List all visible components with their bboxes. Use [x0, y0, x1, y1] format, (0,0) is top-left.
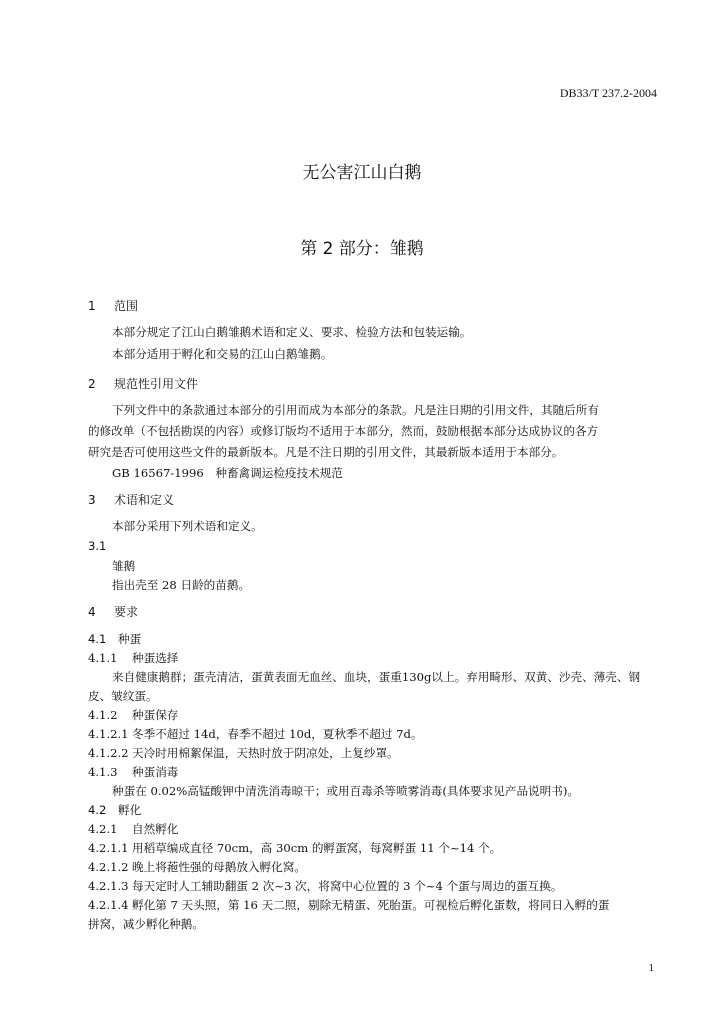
- standard-code: DB33/T 237.2-2004: [559, 86, 657, 100]
- clause-number: 4.2.1.1: [88, 841, 129, 855]
- paragraph: 种蛋在 0.02%高锰酸钾中清洗消毒晾干；或用百毒杀等喷雾消毒(具体要求见产品说明书)。: [112, 784, 579, 798]
- clause-4-2: [88, 802, 141, 818]
- clause-number: 4.1.2: [88, 708, 118, 722]
- clause-title: 孵化: [118, 803, 142, 817]
- paragraph-line: 拼窝，减少孵化种鹅。: [88, 917, 204, 931]
- clause-4-1-2-2: [88, 745, 399, 761]
- clause-number: 4.2.1.4: [88, 898, 129, 912]
- section-title: 要求: [114, 605, 139, 619]
- clause-title: 种蛋保存: [132, 708, 179, 722]
- paragraph: 本部分规定了江山白鹅雏鹅术语和定义、要求、检验方法和包装运输。: [112, 325, 472, 339]
- clause-number: 4.2: [88, 803, 107, 817]
- clause-number: 4.2.1.3: [88, 879, 129, 893]
- clause-number: 4.2.1.2: [88, 860, 129, 874]
- clause-number: 4.2.1: [88, 822, 118, 836]
- section-title: 范围: [114, 299, 139, 313]
- clause-4-1-3: [88, 764, 178, 780]
- paragraph-line: 研究是否可使用这些文件的最新版本。凡是不注日期的引用文件，其最新版本适用于本部分。: [88, 445, 564, 459]
- clause-title: 种蛋选择: [132, 651, 179, 665]
- document-subtitle: 第 2 部分：雏鹅: [300, 239, 424, 259]
- clause-4-1-2-1: [88, 726, 423, 742]
- section-number: 3: [88, 493, 96, 507]
- clause-4-2-1-4: [88, 897, 609, 913]
- section-number: 2: [88, 377, 96, 391]
- clause-text: 冬季不超过 14d，春季不超过 10d，夏秋季不超过 7d。: [132, 727, 423, 741]
- section-3-heading: [88, 491, 174, 508]
- clause-4-2-1-3: [88, 878, 562, 894]
- clause-text: 每天定时人工辅助翻蛋 2 次~3 次，将窝中心位置的 3 个~4 个蛋与周边的蛋互换。: [132, 879, 563, 893]
- clause-number: 3.1: [88, 539, 107, 553]
- clause-title: 种蛋消毒: [132, 765, 179, 779]
- clause-number: 4.1.3: [88, 765, 118, 779]
- clause-number: 4.1.1: [88, 651, 118, 665]
- clause-4-2-1-1: [88, 840, 501, 856]
- paragraph-line: 来自健康鹅群；蛋壳清洁，蛋黄表面无血丝、血块，蛋重130g以上。弃用畸形、双黄、沙壳、薄壳、钢: [112, 670, 641, 684]
- clause-4-1-2: [88, 707, 178, 723]
- clause-4-1: [88, 631, 141, 647]
- clause-text: 天冷时用棉絮保温，天热时放于阴凉处，上复纱罩。: [132, 746, 399, 760]
- clause-text: 孵化第 7 天头照，第 16 天二照，剔除无精蛋、死胎蛋。可视检后孵化蛋数，将同日入孵的蛋: [132, 898, 610, 912]
- clause-text: 晚上将菢性强的母鹅放入孵化窝。: [132, 860, 306, 874]
- section-title: 规范性引用文件: [114, 377, 199, 391]
- clause-4-1-1: [88, 650, 178, 666]
- paragraph: 本部分适用于孵化和交易的江山白鹅雏鹅。: [112, 347, 333, 361]
- section-number: 1: [88, 299, 96, 313]
- section-title: 术语和定义: [114, 493, 175, 507]
- clause-number: 4.1.2.2: [88, 746, 129, 760]
- page-number: 1: [648, 962, 654, 974]
- clause-title: 种蛋: [118, 632, 142, 646]
- paragraph: 本部分采用下列术语和定义。: [112, 519, 263, 533]
- section-number: 4: [88, 605, 96, 619]
- clause-4-2-1: [88, 821, 178, 837]
- section-1-heading: [88, 297, 138, 314]
- paragraph-line: 的修改单（不包括勘误的内容）或修订版均不适用于本部分，然而，鼓励根据本部分达成协议的各方: [88, 424, 599, 438]
- section-2-heading: [88, 375, 198, 392]
- clause-number: 4.1.2.1: [88, 727, 129, 741]
- clause-number: 4.1: [88, 632, 107, 646]
- paragraph-line: 下列文件中的条款通过本部分的引用而成为本部分的条款。凡是注日期的引用文件，其随后所有: [112, 403, 599, 417]
- clause-title: 自然孵化: [132, 822, 179, 836]
- section-4-heading: [88, 603, 138, 620]
- clause-4-2-1-2: [88, 859, 306, 875]
- term-definition: 指出壳至 28 日龄的苗鹅。: [112, 578, 251, 592]
- paragraph-line: 皮、皱纹蛋。: [88, 689, 158, 703]
- clause-text: 用稻草编成直径 70cm，高 30cm 的孵蛋窝，每窝孵蛋 11 个~14 个。: [132, 841, 502, 855]
- document-title: 无公害江山白鹅: [302, 163, 422, 183]
- term: 雏鹅: [112, 559, 136, 573]
- normative-reference: GB 16567-1996 种畜禽调运检疫技术规范: [112, 466, 343, 480]
